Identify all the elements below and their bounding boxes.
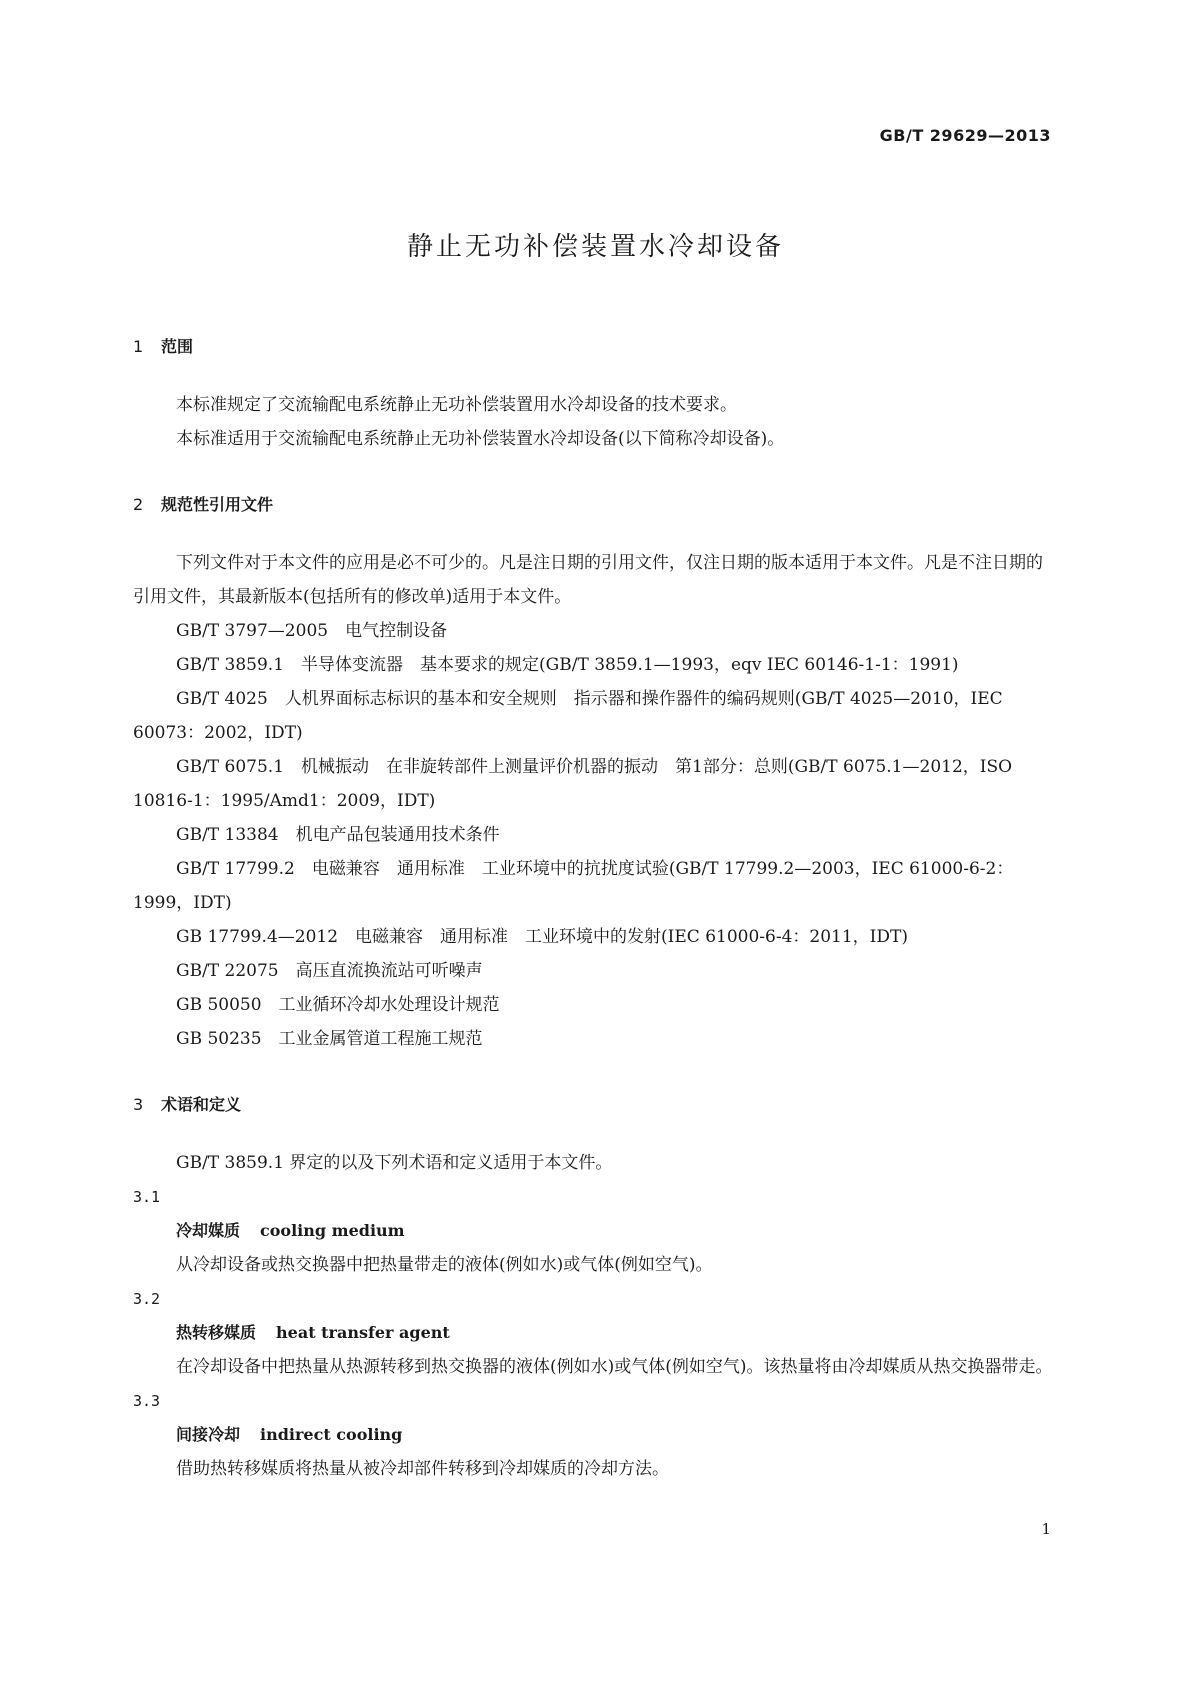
section-2-intro: 下列文件对于本文件的应用是必不可少的。凡是注日期的引用文件，仅注日期的版本适用于本文件。凡是不注日期的引用文件，其最新版本(包括所有的修改单)适用于本文件。 (133, 553, 1043, 607)
section-2-number: 2 (133, 495, 144, 514)
reference-item: GB 17799.4—2012 电磁兼容 通用标准 工业环境中的发射(IEC 61000-6-4：2011，IDT) (176, 927, 908, 947)
section-3-number: 3 (133, 1095, 144, 1114)
term-heading (133, 1214, 1058, 1248)
document-title: 静止无功补偿装置水冷却设备 (406, 232, 784, 262)
reference-item: GB/T 13384 机电产品包装通用技术条件 (176, 825, 500, 845)
section-1-number: 1 (133, 337, 144, 356)
reference-item: GB/T 6075.1 机械振动 在非旋转部件上测量评价机器的振动 第1部分：总则(GB/T 6075.1—2012，ISO 10816-1：1995/Amd1：2009，IDT) (133, 757, 1013, 811)
reference-item: GB/T 3859.1 半导体变流器 基本要求的规定(GB/T 3859.1—1993，eqv IEC 60146-1-1：1991) (176, 655, 959, 675)
clause-number: 3.2 (133, 1290, 161, 1308)
standard-code: GB/T 29629—2013 (879, 126, 1051, 145)
reference-item: GB 50050 工业循环冷却水处理设计规范 (176, 995, 500, 1015)
reference-item: GB/T 3797—2005 电气控制设备 (176, 621, 448, 641)
section-1-paragraph: 本标准规定了交流输配电系统静止无功补偿装置用水冷却设备的技术要求。 (176, 395, 737, 415)
document-body (133, 330, 1058, 1486)
reference-item: GB/T 22075 高压直流换流站可听噪声 (176, 961, 483, 981)
reference-item: GB 50235 工业金属管道工程施工规范 (176, 1029, 483, 1049)
section-3-title: 术语和定义 (161, 1095, 242, 1114)
term-definition: 在冷却设备中把热量从热源转移到热交换器的液体(例如水)或气体(例如空气)。该热量将由冷却媒质从热交换器带走。 (176, 1357, 1053, 1377)
section-1-title: 范围 (161, 337, 194, 356)
reference-item: GB/T 17799.2 电磁兼容 通用标准 工业环境中的抗扰度试验(GB/T 17799.2—2003，IEC 61000-6-2：1999，IDT) (133, 859, 1014, 913)
section-3-heading (133, 1088, 1058, 1122)
term-heading (133, 1316, 1058, 1350)
term-en: heat transfer agent (276, 1323, 450, 1342)
term-definition: 借助热转移媒质将热量从被冷却部件转移到冷却媒质的冷却方法。 (176, 1459, 669, 1479)
term-zh: 间接冷却 (176, 1425, 241, 1444)
clause-number: 3.3 (133, 1392, 161, 1410)
term-en: cooling medium (260, 1221, 405, 1240)
page-number: 1 (1041, 1520, 1051, 1538)
section-1-paragraph: 本标准适用于交流输配电系统静止无功补偿装置水冷却设备(以下简称冷却设备)。 (176, 429, 785, 449)
term-definition: 从冷却设备或热交换器中把热量带走的液体(例如水)或气体(例如空气)。 (176, 1255, 713, 1275)
section-3-intro: GB/T 3859.1 界定的以及下列术语和定义适用于本文件。 (176, 1153, 613, 1173)
term-en: indirect cooling (260, 1425, 403, 1444)
clause-number: 3.1 (133, 1188, 161, 1206)
term-zh: 冷却媒质 (176, 1221, 241, 1240)
section-1-heading (133, 330, 1058, 364)
section-2-title: 规范性引用文件 (161, 495, 274, 514)
term-heading (133, 1418, 1058, 1452)
reference-item: GB/T 4025 人机界面标志标识的基本和安全规则 指示器和操作器件的编码规则(GB/T 4025—2010，IEC 60073：2002，IDT) (133, 689, 1003, 743)
section-2-heading (133, 488, 1058, 522)
term-zh: 热转移媒质 (176, 1323, 257, 1342)
